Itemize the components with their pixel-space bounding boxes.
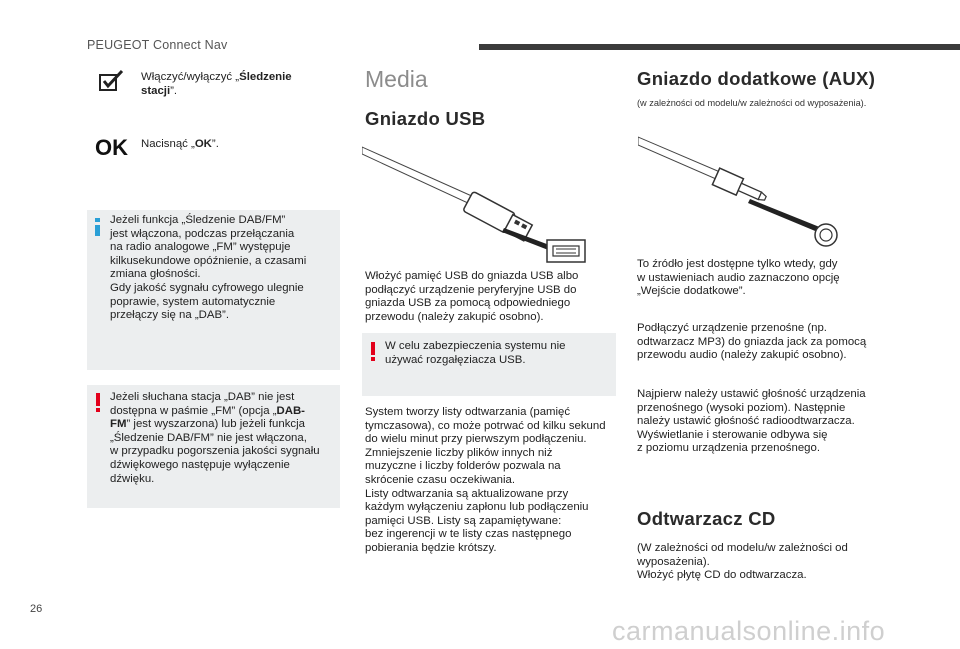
item-press-ok: Nacisnąć „OK”. [141, 138, 219, 150]
aux-paragraph-2: Podłączyć urządzenie przenośne (np. odtwarzacz MP3) do gniazda jack za pomocą przewodu audio (należy zakupić osobno). [637, 322, 867, 362]
watermark: carmanualsonline.info [612, 616, 886, 646]
usb-warning-text: W celu zabezpieczenia systemu nie używać rozgałęziacza USB. [385, 340, 566, 366]
warning-note-text: Jeżeli słuchana stacja „DAB” nie jest dostępna w paśmie „FM” (opcja „DAB- FM” jest wyszarzona) lub jeżeli funkcja „Śledzenie DAB/FM” nie jest włączona, w przypadku pogorszenia jakości sygnału dźwiękowego następuje wyłączenie dźwięku. [110, 391, 320, 485]
aux-title: Gniazdo dodatkowe (AUX) [637, 68, 876, 89]
cd-title: Odtwarzacz CD [637, 508, 776, 529]
warning-note [87, 385, 340, 508]
cd-paragraph: (W zależności od modelu/w zależności od wyposażenia). Włożyć płytę CD do odtwarzacza. [637, 542, 848, 582]
info-note-text: Jeżeli funkcja „Śledzenie DAB/FM” jest włączona, podczas przełączania na radio analogowe „FM” występuje kilkusekundowe opóźnienie, a czasami zmiana głośności. Gdy jakość sygnału cyfrowego ulegnie poprawie, system automatycznie przełączy się na „DAB”. [110, 214, 307, 322]
ok-icon: OK [95, 135, 128, 160]
playlist-paragraph: System tworzy listy odtwarzania (pamięć tymczasowa), co może potrwać od kilku sekund do wielu minut przy pierwszym podłączeniu. Zmniejszenie liczby plików innych niż muzyczne i liczby folderów pozwala na skrócenie czasu oczekiwania. Listy odtwarzania są aktualizowane przy każdym wyłączeniu zapłonu lub podłączeniu pamięci USB. Listy są zapamiętywane: bez ingerencji w te listy czas następnego pobierania będzie krótszy. [365, 406, 606, 554]
aux-paragraph-1: To źródło jest dostępne tylko wtedy, gdy w ustawieniach audio zaznaczono opcję „Wejście dodatkowe”. [637, 258, 840, 298]
warning-icon [371, 342, 375, 361]
aux-jack-illustration [638, 133, 848, 258]
warning-icon [96, 393, 100, 412]
info-note [87, 210, 340, 370]
section-title-media: Media [365, 66, 428, 92]
page-number: 26 [30, 603, 43, 615]
info-icon [95, 218, 100, 236]
running-header: PEUGEOT Connect Nav [87, 38, 228, 52]
header-bar [479, 44, 960, 50]
usb-paragraph: Włożyć pamięć USB do gniazda USB albo podłączyć urządzenie peryferyjne USB do gniazda USB za pomocą odpowiedniego przewodu (należy zakupić osobno). [365, 270, 579, 323]
usb-cable-illustration [362, 142, 592, 272]
usb-title: Gniazdo USB [365, 108, 486, 129]
checkbox-icon [98, 68, 124, 99]
usb-warning-note [362, 333, 616, 396]
item-track-station: Włączyć/wyłączyć „Śledzenie stacji”. [141, 71, 292, 97]
aux-paragraph-3: Najpierw należy ustawić głośność urządzenia przenośnego (wysoki poziom). Następnie należy ustawić głośność radioodtwarzacza. Wyświetlanie i sterowanie odbywa się z poziomu urządzenia przenośnego. [637, 388, 866, 455]
aux-subtitle: (w zależności od modelu/w zależności od wyposażenia). [637, 98, 867, 108]
